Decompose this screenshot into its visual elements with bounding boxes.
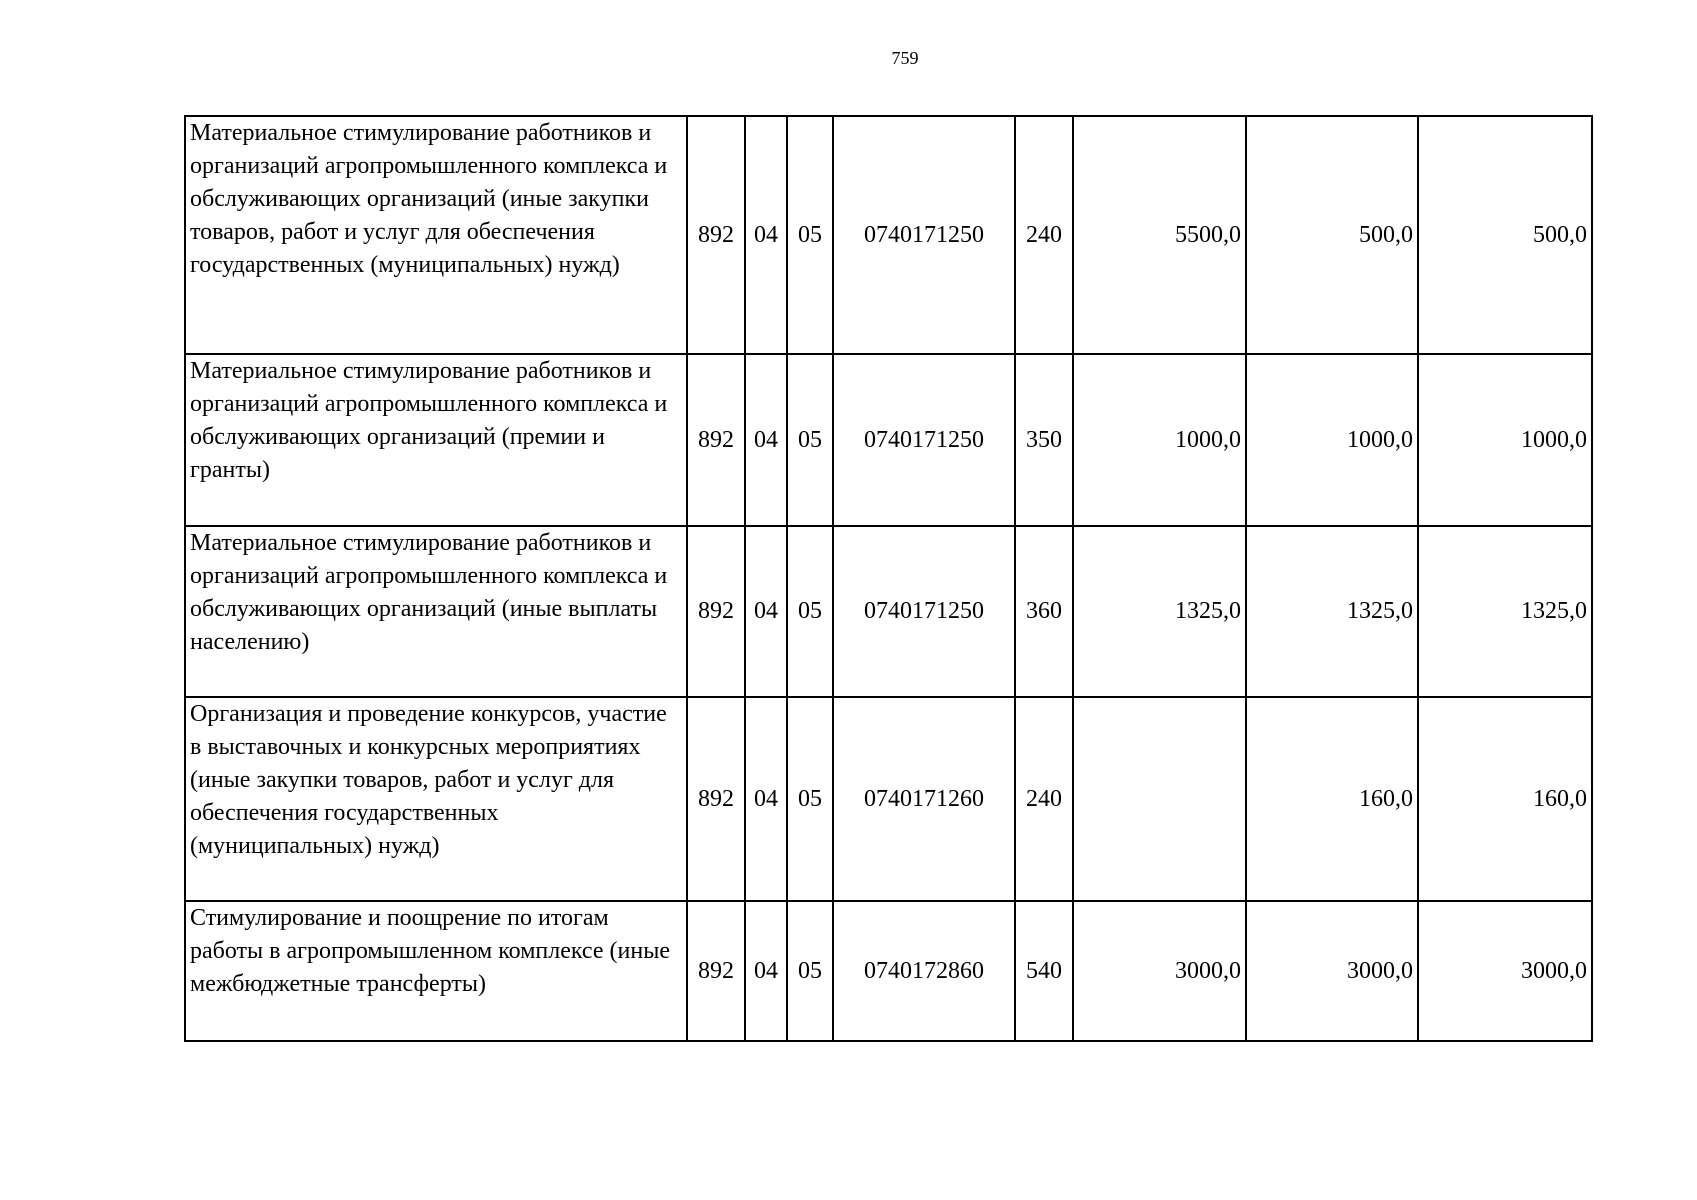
amount-3: 3000,0: [1418, 901, 1592, 1041]
subsection-code: 05: [787, 901, 833, 1041]
page-number: 759: [891, 48, 919, 68]
amount-3: 1000,0: [1418, 354, 1592, 526]
table-row: [185, 354, 1592, 526]
amount-1: 3000,0: [1073, 901, 1246, 1041]
subsection-code: 05: [787, 526, 833, 697]
row-description: Стимулирование и поощрение по итогам работы в агропромышленном комплексе (иные межбюджетные трансферты): [185, 901, 687, 1041]
ministry-code: 892: [687, 901, 745, 1041]
table-row: [185, 116, 1592, 354]
ministry-code: 892: [687, 354, 745, 526]
row-description: Организация и проведение конкурсов, участие в выставочных и конкурсных мероприятиях (иные закупки товаров, работ и услуг для обеспечения государственных (муниципальных) нужд): [185, 697, 687, 901]
target-article-code: 0740171250: [833, 354, 1015, 526]
amount-2: 500,0: [1246, 116, 1418, 354]
amount-2: 3000,0: [1246, 901, 1418, 1041]
amount-1: 5500,0: [1073, 116, 1246, 354]
expense-type-code: 350: [1015, 354, 1073, 526]
section-code: 04: [745, 901, 787, 1041]
section-code: 04: [745, 526, 787, 697]
amount-3: 1325,0: [1418, 526, 1592, 697]
ministry-code: 892: [687, 526, 745, 697]
ministry-code: 892: [687, 697, 745, 901]
target-article-code: 0740171250: [833, 116, 1015, 354]
row-description: Материальное стимулирование работников и организаций агропромышленного комплекса и обслуживающих организаций (премии и гранты): [185, 354, 687, 526]
row-description: Материальное стимулирование работников и организаций агропромышленного комплекса и обслуживающих организаций (иные выплаты населению): [185, 526, 687, 697]
table-row: [185, 697, 1592, 901]
target-article-code: 0740171250: [833, 526, 1015, 697]
amount-2: 1000,0: [1246, 354, 1418, 526]
target-article-code: 0740172860: [833, 901, 1015, 1041]
table-row: [185, 526, 1592, 697]
amount-1: [1073, 697, 1246, 901]
expense-type-code: 240: [1015, 697, 1073, 901]
expense-type-code: 540: [1015, 901, 1073, 1041]
ministry-code: 892: [687, 116, 745, 354]
section-code: 04: [745, 697, 787, 901]
amount-2: 1325,0: [1246, 526, 1418, 697]
expense-type-code: 360: [1015, 526, 1073, 697]
amount-3: 500,0: [1418, 116, 1592, 354]
subsection-code: 05: [787, 697, 833, 901]
section-code: 04: [745, 116, 787, 354]
table-row: [185, 901, 1592, 1041]
budget-table: [184, 115, 1593, 1042]
expense-type-code: 240: [1015, 116, 1073, 354]
subsection-code: 05: [787, 354, 833, 526]
amount-3: 160,0: [1418, 697, 1592, 901]
section-code: 04: [745, 354, 787, 526]
amount-1: 1000,0: [1073, 354, 1246, 526]
target-article-code: 0740171260: [833, 697, 1015, 901]
amount-2: 160,0: [1246, 697, 1418, 901]
amount-1: 1325,0: [1073, 526, 1246, 697]
row-description: Материальное стимулирование работников и организаций агропромышленного комплекса и обслуживающих организаций (иные закупки товаров, работ и услуг для обеспечения государственных (муниципальных) нужд): [185, 116, 687, 354]
subsection-code: 05: [787, 116, 833, 354]
